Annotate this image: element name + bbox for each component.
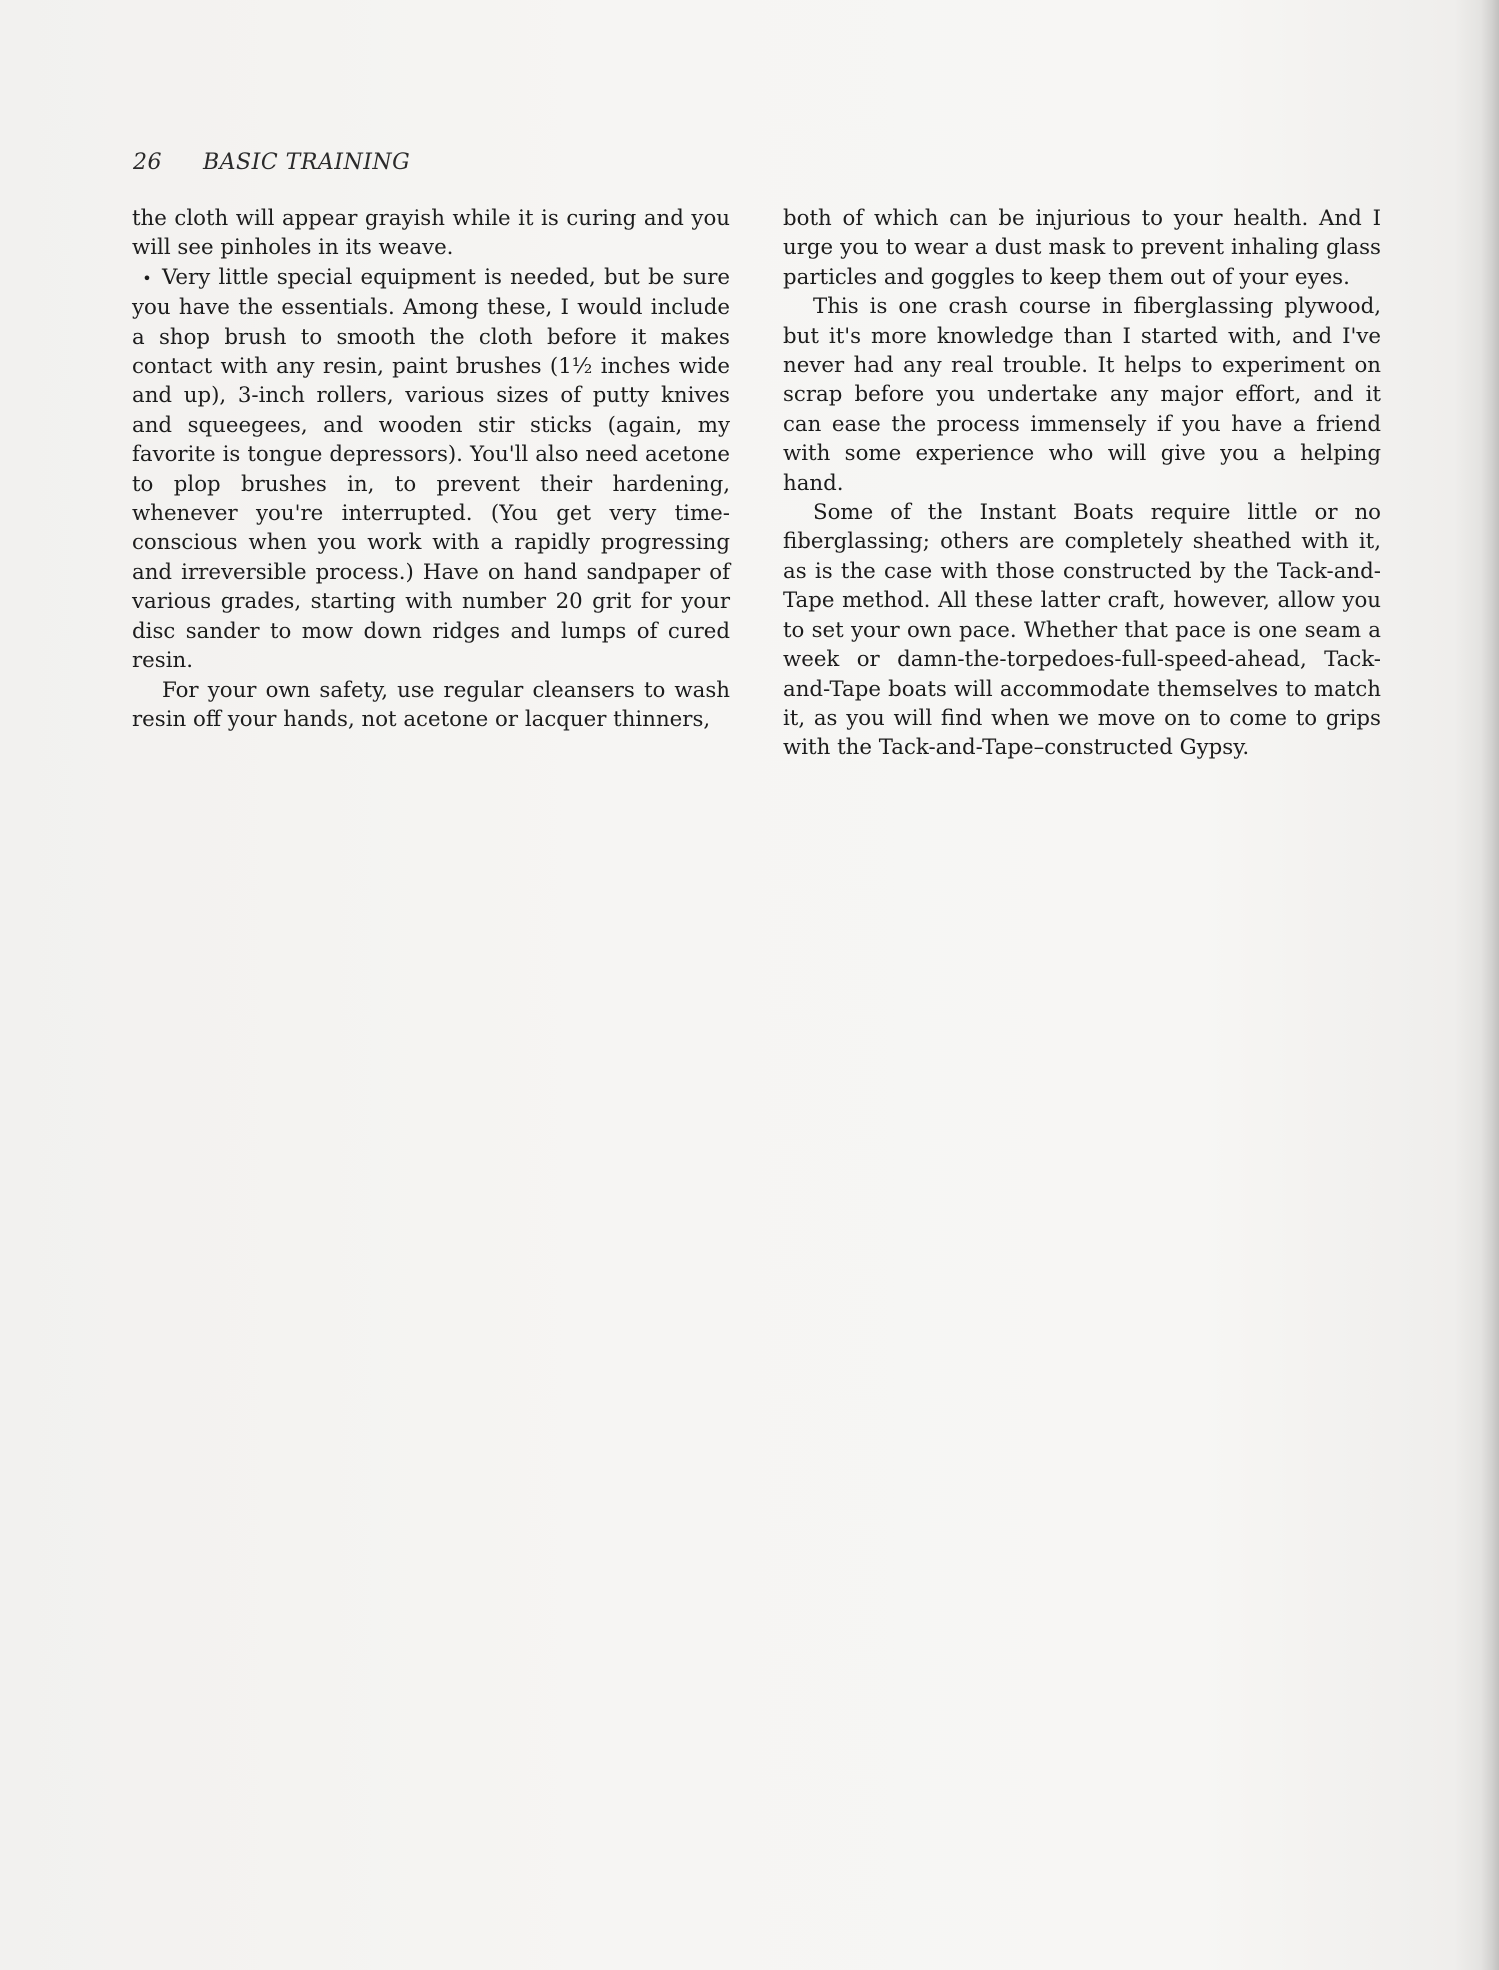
right-paragraph-2: This is one crash course in fiberglassing plywood, but it's more knowledge than I started with, and I've never had any real trouble. It helps to experiment on scrap before you undertake any major effort, and it can ease the process immensely if you have a friend with some experience who will give you a helping hand. xyxy=(783,294,1381,496)
running-title: BASIC TRAINING xyxy=(203,150,411,175)
page-number: 26 xyxy=(133,150,162,175)
right-paragraph-1: both of which can be injurious to your health. And I urge you to wear a dust mask to prevent inhaling glass particles and goggles to keep them out of your eyes. xyxy=(783,206,1381,290)
page-edge-shadow xyxy=(1481,0,1499,1970)
right-column xyxy=(783,204,1381,763)
left-paragraph-3: For your own safety, use regular cleansers to wash resin off your hands, not acetone or lacquer thinners, xyxy=(132,677,730,732)
left-paragraph-2 xyxy=(132,263,730,676)
left-column xyxy=(132,204,730,734)
bullet-icon: • xyxy=(142,268,152,288)
right-paragraph-3: Some of the Instant Boats require little or no fiberglassing; others are completely sheathed with it, as is the case with those constructed by the Tack-and-Tape method. All these latter craft, however, allow you to set your own pace. Whether that pace is one seam a week or damn-the-torpedoes-full-speed-ahead, Tack-and-Tape boats will accommodate themselves to match it, as you will find when we move on to come to grips with the Tack-and-Tape–constructed Gypsy. xyxy=(783,500,1381,761)
left-paragraph-2-text: Very little special equipment is needed, but be sure you have the essentials. Among these, I would include a shop brush to smooth the cloth before it makes contact with any resin, paint brushes (1½ inches wide and up), 3-inch rollers, various sizes of putty knives and squeegees, and wooden stir sticks (again, my favorite is tongue depressors). You'll also need acetone to plop brushes in, to prevent their hardening, whenever you're interrupted. (You get very time-conscious when you work with a rapidly progressing and irreversible process.) Have on hand sandpaper of various grades, starting with number 20 grit for your disc sander to mow down ridges and lumps of cured resin. xyxy=(132,264,730,674)
running-header xyxy=(133,150,410,175)
left-paragraph-1: the cloth will appear grayish while it is curing and you will see pinholes in its weave. xyxy=(132,206,730,261)
